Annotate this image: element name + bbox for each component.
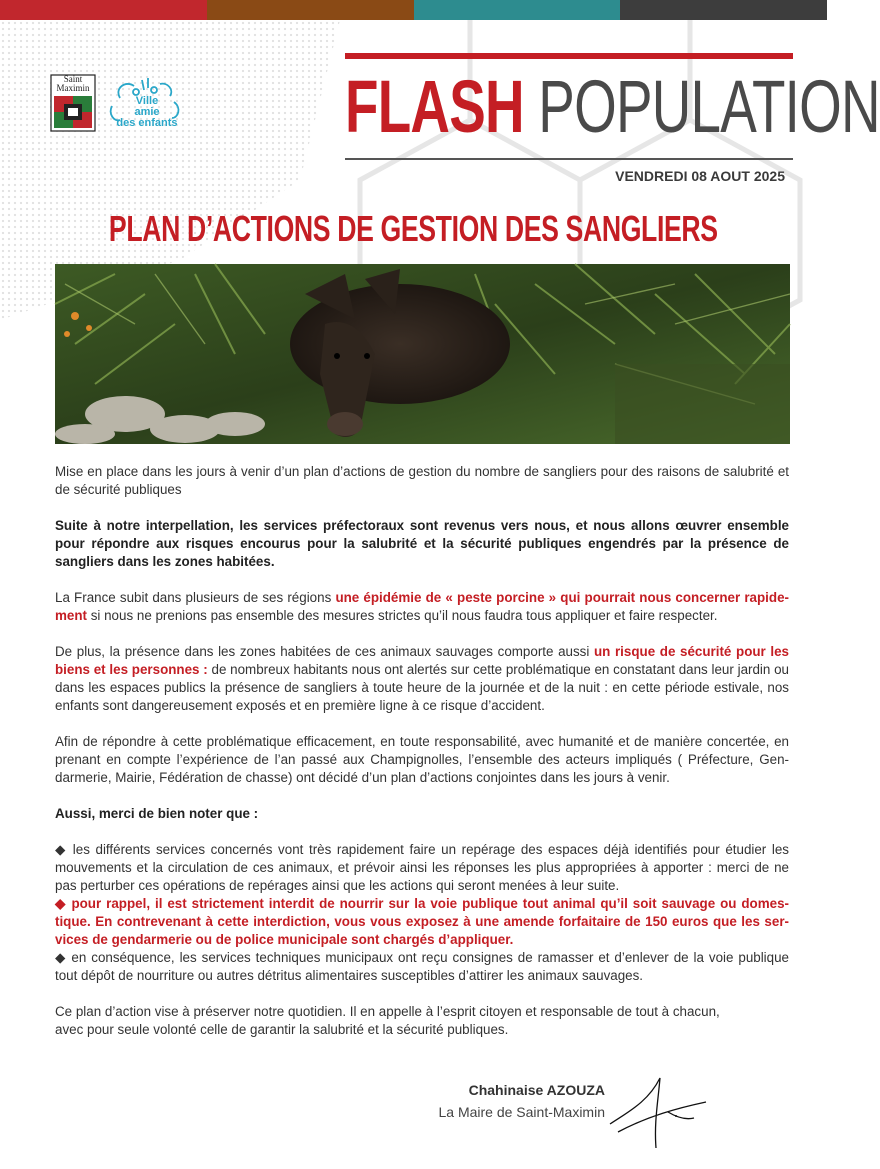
notice-heading (55, 805, 789, 823)
bold-paragraph-text: Suite à notre interpellation, les services préfectoraux sont revenus vers nous, et nous allons œuvrer ensemble pour répondre aux risques encourus pour la salubrité et la sécurité publiques engendrés par la présence de sangliers dans les zones habitées. (55, 518, 789, 569)
p3-text-a: La France subit dans plusieurs de ses régions (55, 590, 336, 605)
intro-paragraph: Mise en place dans les jours à venir d’un plan d’actions de gestion du nombre de sangliers pour des raisons de salubrité et de sécurité publiques (55, 464, 789, 497)
color-bar-dark (620, 0, 827, 20)
peste-porcine-paragraph (55, 589, 789, 625)
headline: PLAN D’ACTIONS DE GESTION DES SANGLIERS (109, 208, 718, 249)
title-population: POPULATION (538, 65, 880, 148)
saint-maximin-logo-text: Saint Maximin (56, 74, 90, 93)
p3-text-b: si nous ne prenions pas ensemble des mesures strictes qu’il nous faudra tous appliquer et faire respecter. (87, 608, 718, 623)
p4-highlight: un risque de sécurité pour les biens et les personnes : (55, 644, 790, 677)
signatory-name: Chahinaise AZOUZA (468, 1082, 605, 1098)
p4-text-a: De plus, la présence dans les zones habitées de ces animaux sauvages comporte aussi (55, 644, 594, 659)
title-flash: FLASH (345, 65, 524, 148)
signatory-title: La Maire de Saint-Maximin (438, 1104, 605, 1120)
page-title (345, 65, 880, 148)
notice-heading-text: Aussi, merci de bien noter que : (55, 806, 259, 821)
ville-amie-line1: Ville (135, 95, 159, 107)
handwritten-signature (608, 1072, 708, 1150)
color-bar-red (0, 0, 207, 20)
color-bar-brown (207, 0, 414, 20)
headline-wrapper (0, 208, 827, 250)
bold-paragraph (55, 517, 789, 571)
header-top-rule (345, 53, 793, 59)
security-risk-paragraph (55, 643, 789, 715)
bullet-services-techniques: ◆ en conséquence, les services techniques municipaux ont reçu consignes de ramasser et d’enlever de la voie publique tout dépôt de nourriture ou autres détritus alimentaires susceptibles d’attirer les animaux sauvages. (55, 950, 789, 983)
p4-text-b: de nombreux habitants nous ont alertés sur cette problématique en constatant dans leur jardin ou dans les espaces publics la présence de sangliers à toute heure de la journée et de la nuit : en cette période estivale, nos enfants sont dangereusement exposés et en première ligne à ce risque d’accident. (55, 662, 789, 713)
closing-line-2: avec pour seule volonté celle de garantir la salubrité et la sécurité publiques. (55, 1022, 509, 1037)
color-bar-teal (414, 0, 621, 20)
top-color-bar (0, 0, 827, 20)
ville-amie-logo-text (112, 96, 182, 129)
publication-date: VENDREDI 08 AOUT 2025 (615, 168, 785, 184)
wild-boar-photo (55, 264, 790, 444)
p3-highlight: une épidémie de « peste porcine » qui pourrait nous concerner rapide-ment (55, 590, 789, 623)
article-body (55, 463, 789, 1039)
closing-line-1: Ce plan d’action vise à préserver notre quotidien. Il en appelle à l’esprit citoyen et responsable de tout à chacun, (55, 1004, 720, 1019)
bullet-reperage: ◆ les différents services concernés vont très rapidement faire un repérage des espaces déjà identifiés pour étudier les mouvements et la circulation de ces animaux, et prévoir ainsi les réponses les plus appropriées à apporter : merci de ne pas perturber ces opérations de repérages ainsi que les actions qui seront menées à leur suite. (55, 842, 789, 893)
action-plan-paragraph: Afin de répondre à cette problématique efficacement, en toute responsabilité, avec humanité et de manière concertée, en prenant en compte l’expérience de l’an passé aux Champignolles, l’ensemble des acteurs impliqués ( Préfecture, Gen-darmerie, Mairie, Fédération de chasse) ont décidé d’un plan d’actions conjointes dans les jours à venir. (55, 734, 789, 785)
ville-amie-line2: amie (134, 106, 160, 118)
ville-amie-line3: des enfants (116, 117, 178, 129)
header-bottom-rule (345, 158, 793, 160)
bullet-interdiction: ◆ pour rappel, il est strictement interdit de nourrir sur la voie publique tout animal qu’il soit sauvage ou domes-tique. En contrevenant à cette interdiction, vous vous exposez à une amende forfaitaire de 150 euros que les ser-vices de gendarmerie ou de police municipale sont chargés d’appliquer. (55, 896, 789, 947)
